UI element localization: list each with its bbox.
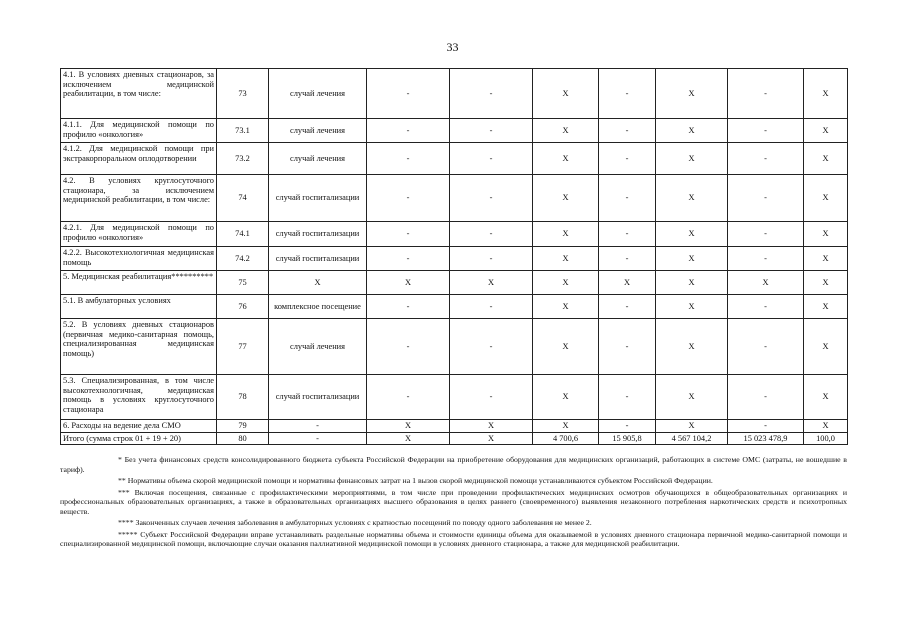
value-cell: - [728, 247, 804, 271]
value-cell: - [728, 319, 804, 375]
value-cell: - [599, 175, 656, 222]
value-cell: X [804, 175, 848, 222]
value-cell: - [367, 247, 450, 271]
value-cell: X [804, 69, 848, 119]
value-cell: X [450, 432, 533, 445]
value-cell: - [450, 319, 533, 375]
value-cell: - [599, 247, 656, 271]
table-row [61, 175, 848, 222]
value-cell: - [728, 295, 804, 319]
value-cell: X [804, 375, 848, 420]
table-row [61, 119, 848, 143]
value-cell: - [728, 375, 804, 420]
value-cell: X [656, 247, 728, 271]
value-cell: 15 905,8 [599, 432, 656, 445]
table-row [61, 420, 848, 433]
row-code-cell: 79 [217, 420, 269, 433]
value-cell: - [367, 375, 450, 420]
value-cell: - [728, 222, 804, 247]
value-cell: X [533, 420, 599, 433]
row-code-cell: 73.1 [217, 119, 269, 143]
unit-cell: - [269, 420, 367, 433]
row-code-cell: 77 [217, 319, 269, 375]
table-row [61, 69, 848, 119]
footnotes [60, 455, 847, 551]
page-number: 33 [446, 40, 459, 54]
row-code-cell: 73.2 [217, 143, 269, 175]
value-cell: - [450, 119, 533, 143]
value-cell: X [599, 271, 656, 295]
unit-cell: случай госпитализации [269, 247, 367, 271]
value-cell: X [804, 119, 848, 143]
value-cell: - [728, 143, 804, 175]
value-cell: - [728, 175, 804, 222]
value-cell: X [656, 119, 728, 143]
value-cell: - [599, 420, 656, 433]
value-cell: - [450, 375, 533, 420]
row-name-cell: 6. Расходы на ведение дела СМО [61, 420, 217, 433]
value-cell: X [656, 69, 728, 119]
value-cell: - [599, 69, 656, 119]
row-code-cell: 74.2 [217, 247, 269, 271]
value-cell: 15 023 478,9 [728, 432, 804, 445]
unit-cell: случай госпитализации [269, 375, 367, 420]
value-cell: X [533, 119, 599, 143]
value-cell: - [450, 175, 533, 222]
value-cell: X [533, 222, 599, 247]
table-row [61, 143, 848, 175]
table-row [61, 432, 848, 445]
data-table [60, 68, 848, 445]
value-cell: X [656, 143, 728, 175]
value-cell: - [367, 295, 450, 319]
value-cell: - [367, 319, 450, 375]
value-cell: 4 700,6 [533, 432, 599, 445]
value-cell: X [804, 319, 848, 375]
unit-cell: случай госпитализации [269, 222, 367, 247]
value-cell: X [656, 175, 728, 222]
footnote: *** Включая посещения, связанные с профилактическими мероприятиями, в том числе при проведении профилактических медицинских осмотров обучающихся в общеобразовательных организациях и профессиональных образовательных организациях, а также в образовательных организациях высшего образования в целях раннего (своевременного) выявления незаконного потребления наркотических средств и психотропных веществ. [60, 487, 847, 516]
value-cell: X [533, 271, 599, 295]
value-cell: 4 567 104,2 [656, 432, 728, 445]
value-cell: - [599, 319, 656, 375]
value-cell: 100,0 [804, 432, 848, 445]
value-cell: - [367, 175, 450, 222]
value-cell: X [804, 295, 848, 319]
unit-cell: - [269, 432, 367, 445]
value-cell: X [656, 295, 728, 319]
row-name-cell: 5. Медицинская реабилитация********** [61, 271, 217, 295]
value-cell: X [804, 222, 848, 247]
value-cell: - [599, 143, 656, 175]
unit-cell: случай госпитализации [269, 175, 367, 222]
table-row [61, 319, 848, 375]
value-cell: X [656, 375, 728, 420]
value-cell: - [450, 295, 533, 319]
value-cell: X [533, 247, 599, 271]
unit-cell: X [269, 271, 367, 295]
value-cell: X [728, 271, 804, 295]
value-cell: X [367, 271, 450, 295]
value-cell: X [367, 432, 450, 445]
row-name-cell: 4.1.1. Для медицинской помощи по профилю «онкология» [61, 119, 217, 143]
value-cell: - [728, 69, 804, 119]
row-code-cell: 78 [217, 375, 269, 420]
value-cell: X [804, 420, 848, 433]
value-cell: X [656, 271, 728, 295]
unit-cell: случай лечения [269, 69, 367, 119]
row-code-cell: 74.1 [217, 222, 269, 247]
value-cell: - [728, 420, 804, 433]
row-code-cell: 76 [217, 295, 269, 319]
row-code-cell: 73 [217, 69, 269, 119]
row-code-cell: 80 [217, 432, 269, 445]
value-cell: - [450, 143, 533, 175]
value-cell: - [367, 69, 450, 119]
value-cell: X [804, 271, 848, 295]
value-cell: X [367, 420, 450, 433]
row-name-cell: 4.2. В условиях круглосуточного стационара, за исключением медицинской реабилитации, в том числе: [61, 175, 217, 222]
row-name-cell: 4.1. В условиях дневных стационаров, за исключением медицинской реабилитации, в том числе: [61, 69, 217, 119]
value-cell: - [450, 69, 533, 119]
unit-cell: комплексное посещение [269, 295, 367, 319]
unit-cell: случай лечения [269, 143, 367, 175]
value-cell: X [656, 420, 728, 433]
value-cell: X [533, 319, 599, 375]
value-cell: - [728, 119, 804, 143]
row-code-cell: 74 [217, 175, 269, 222]
table-row [61, 375, 848, 420]
table-row [61, 247, 848, 271]
footnote: **** Законченных случаев лечения заболевания в амбулаторных условиях с кратностью посещений по поводу одного заболевания не менее 2. [118, 518, 592, 527]
value-cell: X [656, 319, 728, 375]
table-row [61, 271, 848, 295]
value-cell: X [533, 175, 599, 222]
row-name-cell: 4.1.2. Для медицинской помощи при экстракорпоральном оплодотворении [61, 143, 217, 175]
value-cell: X [450, 420, 533, 433]
value-cell: - [599, 119, 656, 143]
value-cell: - [450, 222, 533, 247]
unit-cell: случай лечения [269, 119, 367, 143]
value-cell: - [599, 295, 656, 319]
row-code-cell: 75 [217, 271, 269, 295]
row-name-cell: Итого (сумма строк 01 + 19 + 20) [61, 432, 217, 445]
value-cell: X [533, 295, 599, 319]
footnote: ** Нормативы объема скорой медицинской помощи и нормативы финансовых затрат на 1 вызов скорой медицинской помощи устанавливаются субъектом Российской Федерации. [118, 476, 713, 485]
table-row [61, 222, 848, 247]
table-row [61, 295, 848, 319]
value-cell: - [367, 119, 450, 143]
value-cell: - [450, 247, 533, 271]
row-name-cell: 4.2.2. Высокотехнологичная медицинская помощь [61, 247, 217, 271]
value-cell: - [599, 222, 656, 247]
row-name-cell: 5.3. Специализированная, в том числе высокотехнологичная, медицинская помощь в условиях круглосуточного стационара [61, 375, 217, 420]
value-cell: - [367, 143, 450, 175]
value-cell: X [450, 271, 533, 295]
value-cell: X [533, 375, 599, 420]
value-cell: X [533, 143, 599, 175]
row-name-cell: 4.2.1. Для медицинской помощи по профилю «онкология» [61, 222, 217, 247]
value-cell: X [804, 143, 848, 175]
footnote: ***** Субъект Российской Федерации вправе устанавливать раздельные нормативы объема и стоимости единицы объема для оказываемой в условиях дневного стационара первичной медико-санитарной помощи и специализированной медицинской помощи, включающие случаи оказания паллиативной медицинской помощи в условиях дневного стационара, а также для медицинской реабилитации. [60, 529, 847, 548]
value-cell: X [804, 247, 848, 271]
row-name-cell: 5.2. В условиях дневных стационаров (первичная медико-санитарная помощь, специализированная медицинская помощь) [61, 319, 217, 375]
value-cell: - [367, 222, 450, 247]
value-cell: - [599, 375, 656, 420]
value-cell: X [656, 222, 728, 247]
unit-cell: случай лечения [269, 319, 367, 375]
row-name-cell: 5.1. В амбулаторных условиях [61, 295, 217, 319]
value-cell: X [533, 69, 599, 119]
footnote: * Без учета финансовых средств консолидированного бюджета субъекта Российской Федерации на приобретение оборудования для медицинских организаций, работающих в системе ОМС (затраты, не вошедшие в тариф). [60, 455, 847, 474]
